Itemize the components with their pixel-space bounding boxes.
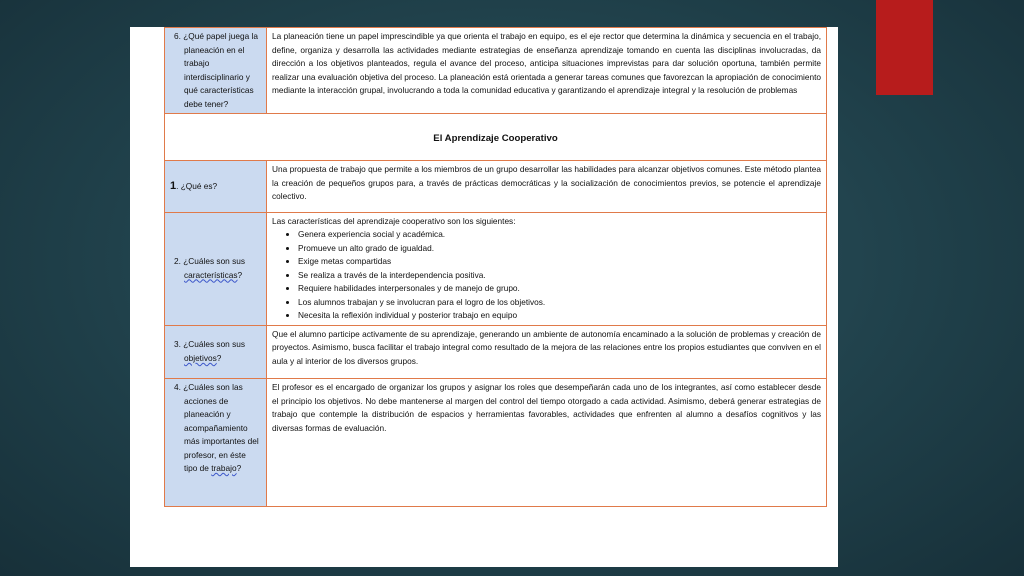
question-cell [165, 325, 267, 379]
question-cell [165, 28, 267, 114]
question-end: ? [237, 269, 243, 280]
answer-cell [267, 28, 827, 114]
table-row [165, 379, 827, 507]
answer-cell [267, 379, 827, 507]
list-item: • Genera experiencia social y académica. [298, 228, 821, 242]
answer-cell [267, 325, 827, 379]
question-keyword: objetivos [184, 352, 217, 363]
question-text: . ¿Qué es? [176, 180, 218, 191]
question-cell [165, 212, 267, 325]
accent-bar [876, 0, 933, 95]
question-prefix: 3. ¿Cuáles son sus [174, 339, 246, 350]
question-end: ? [216, 352, 222, 363]
answer-cell [267, 161, 827, 213]
answer-text: Que el alumno participe activamente de su aprendizaje, generando un ambiente de autonomía encaminado a la solución de problemas y creación de proyectos. Asimismo, busca facilitar el trabajo integral como resultado de la mejora de las relaciones entre los propios estudiantes que conviven en el aula y al interior de los diversos grupos. [272, 328, 821, 366]
answer-text: El profesor es el encargado de organizar los grupos y asignar los roles que desempeñarán cada uno de los integrantes, así como establecer desde el principio los objetivos. No debe mantenerse al margen del control del tiempo otorgado a cada actividad. Asimismo, deberá generar estrategias de trabajo que contemple la distribución de espacios y herramientas favorables, actividades que enfrenten al alumno a desafíos cognitivos y las diversas formas de evaluación. [272, 382, 821, 433]
table-row [165, 161, 827, 213]
question-number: 1 [170, 179, 177, 192]
question-keyword: características [184, 269, 238, 280]
question-keyword: trabajo [211, 463, 237, 473]
question-cell [165, 379, 267, 507]
answer-intro: Las características del aprendizaje cooperativo son los siguientes: [272, 215, 516, 226]
question-text [170, 338, 261, 365]
question-end: ? [236, 463, 242, 473]
table-row [165, 28, 827, 114]
list-item: • Los alumnos trabajan y se involucran para el logro de los objetivos. [298, 296, 821, 310]
table-row [165, 325, 827, 379]
section-title: El Aprendizaje Cooperativo [165, 114, 827, 161]
list-item: • Necesita la reflexión individual y posterior trabajo en equipo [298, 309, 821, 323]
question-prefix: 4. ¿Cuáles son las acciones de planeación y acompañamiento más importantes del profesor, en éste tipo de [174, 382, 259, 473]
question-text [170, 381, 261, 476]
list-item: • Exige metas compartidas [298, 255, 821, 269]
answer-text: Una propuesta de trabajo que permite a los miembros de un grupo desarrollar las habilidades para alcanzar objetivos comunes. Este método plantea la creación de pequeños grupos para, a través de prácticas democráticas y la socialización de conocimientos previos, se potencie el aprendizaje colectivo. [272, 164, 821, 201]
answer-cell [267, 212, 827, 325]
list-item: • Requiere habilidades interpersonales y de manejo de grupo. [298, 282, 821, 296]
question-cell [165, 161, 267, 213]
answer-text: La planeación tiene un papel imprescindible ya que orienta el trabajo en equipo, es el eje rector que determina la dinámica y secuencia en el trabajo, define, organiza y desarrolla las actividades mediante estrategias de enseñanza aprendizaje tomando en cuenta las disciplinas involucradas, da dirección a los objetivos planteados, regula el avance del proceso, anticipa situaciones imprevistas para dar solución oportuna, también permite realizar una evaluación objetiva del proceso. La planeación está orientada a generar tareas comunes que favorezcan la apropiación de conocimiento mediante la interacción grupal, involucrando a toda la comunidad educativa y garantizando el aprendizaje integral y la resolución de problemas [272, 31, 821, 95]
qa-table [164, 27, 827, 507]
list-item: • Se realiza a través de la interdependencia positiva. [298, 269, 821, 283]
question-text [170, 255, 261, 282]
question-prefix: 2. ¿Cuáles son sus [174, 256, 246, 266]
section-row [165, 114, 827, 161]
document-page [130, 27, 838, 567]
question-text: 6. ¿Qué papel juega la planeación en el trabajo interdisciplinario y qué características debe tener? [174, 31, 258, 109]
features-list [272, 228, 821, 323]
table-row [165, 212, 827, 325]
list-item: • Promueve un alto grado de igualdad. [298, 242, 821, 256]
